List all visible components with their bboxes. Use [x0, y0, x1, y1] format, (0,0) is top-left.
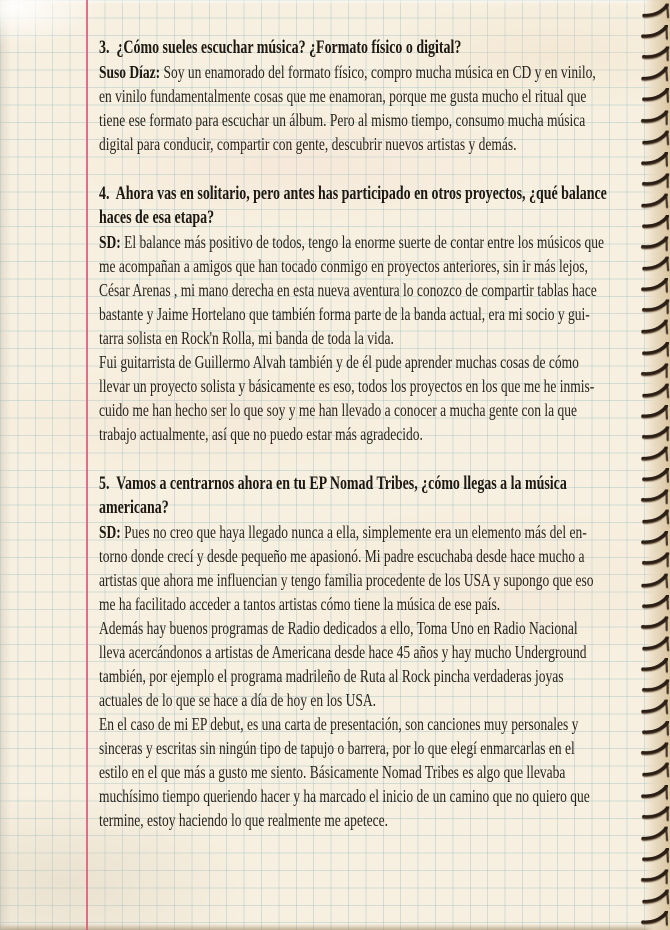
spiral-wire-icon — [638, 718, 670, 739]
answer — [99, 520, 670, 832]
spiral-wire-icon — [638, 824, 670, 845]
answer-line: en vinilo fundamentalmente cosas que me enamoran, porque me gusta mucho el ritual que — [99, 86, 587, 106]
answer-line: torno donde crecí y desde pequeño me apasionó. Mi padre escuchaba desde hace mucho a — [99, 546, 585, 566]
answer-line: César Arenas , mi mano derecha en esta nueva aventura lo conozco de compartir tablas hace — [99, 280, 597, 300]
interview-text — [99, 36, 670, 832]
spiral-wire-icon — [638, 212, 670, 233]
question-line: haces de esa etapa? — [99, 207, 215, 228]
spiral-wire-icon — [638, 739, 670, 760]
spiral-wire-icon — [638, 275, 670, 296]
spiral-wire-icon — [638, 402, 670, 423]
answer-line: SD: Pues no creo que haya llegado nunca a ella, simplemente era un elemento más del en- — [99, 522, 587, 542]
answer-line: cuido me han hecho ser lo que soy y me han llevado a conocer a mucha gente con la que — [99, 400, 577, 420]
spiral-wire-icon — [638, 423, 670, 444]
spiral-wire-icon — [638, 634, 670, 655]
answer-line: me ha facilitado acceder a tantos artistas cómo tiene la música de ese país. — [99, 594, 501, 614]
qa-section-question-3 — [99, 36, 670, 156]
answer-line: actuales de lo que se hace a día de hoy en los USA. — [99, 690, 377, 710]
question-heading — [99, 472, 670, 520]
question-heading — [99, 182, 670, 230]
answer-line: En el caso de mi EP debut, es una carta de presentación, son canciones muy personales y — [99, 714, 579, 734]
answer-line: Suso Díaz: Soy un enamorado del formato físico, compro mucha música en CD y en vinilo, — [99, 62, 596, 82]
answer-line: tiene ese formato para escuchar un álbum. Pero al mismo tiempo, consumo mucha música — [99, 110, 586, 130]
answer-line: bastante y Jaime Hortelano que también forma parte de la banda actual, era mi socio y gui- — [99, 304, 590, 324]
answer-line: estilo en el que más a gusto me siento. Básicamente Nomad Tribes es algo que llevaba — [99, 762, 566, 782]
spiral-wire-icon — [638, 908, 670, 929]
spiral-wire-icon — [638, 465, 670, 486]
spiral-wire-icon — [638, 887, 670, 908]
spiral-wire-icon — [638, 866, 670, 887]
answer — [99, 60, 670, 156]
answer-line: artistas que ahora me influencian y tengo familia procedente de los USA y supongo que eso — [99, 570, 594, 590]
spiral-wire-icon — [638, 549, 670, 570]
spiral-wire-icon — [638, 106, 670, 127]
spiral-wire-icon — [638, 1, 670, 22]
answer-line: me acompañan a amigos que han tocado conmigo en proyectos anteriores, sin ir más lejos, — [99, 256, 588, 276]
speaker-label: SD: — [99, 522, 121, 542]
answer-line: también, por ejemplo el programa madrileño de Ruta al Rock pincha verdaderas joyas — [99, 666, 564, 686]
spiral-wire-icon — [638, 317, 670, 338]
answer-line: llevar un proyecto solista y básicamente es eso, todos los proyectos en los que me he inmis- — [99, 376, 595, 396]
question-line: americana? — [99, 497, 169, 518]
spiral-wire-icon — [638, 381, 670, 402]
spiral-wire-icon — [638, 507, 670, 528]
spiral-wire-icon — [638, 571, 670, 592]
answer-line: trabajo actualmente, así que no puedo estar más agradecido. — [99, 424, 423, 444]
question-heading — [99, 36, 670, 60]
answer-line: Además hay buenos programas de Radio dedicados a ello, Toma Uno en Radio Nacional — [99, 618, 578, 638]
speaker-label: SD: — [99, 232, 121, 252]
spiral-wire-icon — [638, 486, 670, 507]
question-line: 4. Ahora vas en solitario, pero antes has participado en otros proyectos, ¿qué balance — [99, 183, 607, 204]
spiral-wire-icon — [638, 444, 670, 465]
answer — [99, 230, 670, 446]
spiral-wire-icon — [638, 655, 670, 676]
qa-section-question-5 — [99, 472, 670, 832]
spiral-wire-icon — [638, 803, 670, 824]
spiral-wire-icon — [638, 191, 670, 212]
spiral-wire-icon — [638, 22, 670, 43]
spiral-wire-icon — [638, 360, 670, 381]
answer-line: Fui guitarrista de Guillermo Alvah también y de él pude aprender muchas cosas de cómo — [99, 352, 579, 372]
spiral-wire-icon — [638, 676, 670, 697]
spiral-wire-icon — [638, 64, 670, 85]
answer-line: muchísimo tiempo queriendo hacer y ha marcado el inicio de un camino que no quiero que — [99, 786, 590, 806]
spiral-wire-icon — [638, 149, 670, 170]
spiral-wire-icon — [638, 296, 670, 317]
answer-line: SD: El balance más positivo de todos, tengo la enorme suerte de contar entre los músicos que — [99, 232, 605, 252]
question-line: 3. ¿Cómo sueles escuchar música? ¿Formato físico o digital? — [99, 37, 462, 58]
spiral-wire-icon — [638, 85, 670, 106]
spiral-wire-icon — [638, 781, 670, 802]
spiral-wire-icon — [638, 592, 670, 613]
spiral-wire-icon — [638, 43, 670, 64]
spiral-wire-icon — [638, 613, 670, 634]
spiral-wire-icon — [638, 528, 670, 549]
spiral-wire-icon — [638, 760, 670, 781]
spiral-wire-icon — [638, 170, 670, 191]
spiral-wire-icon — [638, 697, 670, 718]
margin-line — [86, 0, 88, 930]
spiral-wire-icon — [638, 233, 670, 254]
speaker-label: Suso Díaz: — [99, 62, 161, 82]
question-line: 5. Vamos a centrarnos ahora en tu EP Nomad Tribes, ¿cómo llegas a la música — [99, 473, 567, 494]
spiral-binding — [638, 1, 670, 930]
spiral-wire-icon — [638, 128, 670, 149]
answer-line: sinceras y escritas sin ningún tipo de tapujo o barrera, por lo que elegí enmarcarlas en el — [99, 738, 575, 758]
answer-line: digital para conducir, compartir con gente, descubrir nuevos artistas y demás. — [99, 134, 517, 154]
qa-section-question-4 — [99, 182, 670, 446]
spiral-wire-icon — [638, 339, 670, 360]
answer-line: termine, estoy haciendo lo que realmente me apetece. — [99, 810, 388, 830]
answer-line: lleva acercándonos a artistas de Americana desde hace 45 años y hay mucho Underground — [99, 642, 587, 662]
answer-line: tarra solista en Rock'n Rolla, mi banda de toda la vida. — [99, 328, 394, 348]
spiral-wire-icon — [638, 254, 670, 275]
spiral-wire-icon — [638, 845, 670, 866]
